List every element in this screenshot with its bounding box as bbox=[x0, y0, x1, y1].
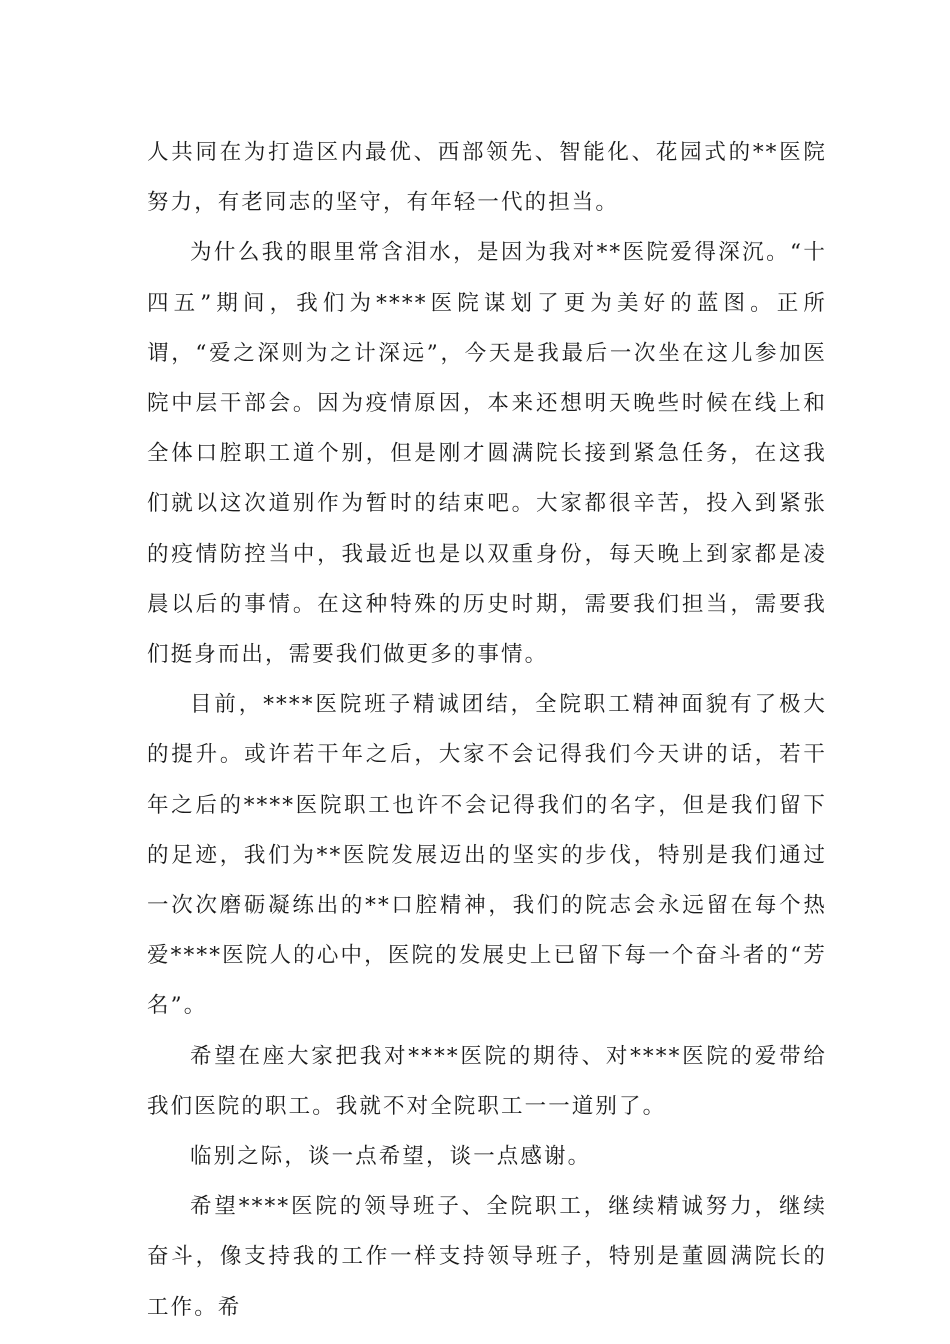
paragraph-3: 目前，****医院班子精诚团结，全院职工精神面貌有了极大的提升。或许若干年之后，大家不会记得我们今天讲的话，若干年之后的****医院职工也许不会记得我们的名字，但是我们留下的足迹，我们为**医院发展迈出的坚实的步伐，特别是我们通过一次次磨砺凝练出的**口腔精神，我们的院志会永远留在每个热爱****医院人的心中，医院的发展史上已留下每一个奋斗者的“芳名”。 bbox=[147, 692, 827, 1019]
paragraph-6: 希望****医院的领导班子、全院职工，继续精诚努力，继续奋斗，像支持我的工作一样支持领导班子，特别是董圆满院长的工作。希 bbox=[147, 1194, 827, 1320]
document-body bbox=[147, 128, 827, 1333]
paragraph-2: 为什么我的眼里常含泪水，是因为我对**医院爱得深沉。“十四五”期间，我们为****医院谋划了更为美好的蓝图。正所谓，“爱之深则为之计深远”，今天是我最后一次坐在这儿参加医院中层干部会。因为疫情原因，本来还想明天晚些时候在线上和全体口腔职工道个别，但是刚才圆满院长接到紧急任务，在这我们就以这次道别作为暂时的结束吧。大家都很辛苦，投入到紧张的疫情防控当中，我最近也是以双重身份，每天晚上到家都是凌晨以后的事情。在这种特殊的历史时期，需要我们担当，需要我们挺身而出，需要我们做更多的事情。 bbox=[147, 240, 827, 668]
paragraph-5: 临别之际，谈一点希望，谈一点感谢。 bbox=[190, 1144, 592, 1170]
paragraph-1: 人共同在为打造区内最优、西部领先、智能化、花园式的**医院努力，有老同志的坚守，有年轻一代的担当。 bbox=[147, 140, 827, 216]
paragraph-4: 希望在座大家把我对****医院的期待、对****医院的爱带给我们医院的职工。我就不对全院职工一一道别了。 bbox=[147, 1043, 827, 1119]
